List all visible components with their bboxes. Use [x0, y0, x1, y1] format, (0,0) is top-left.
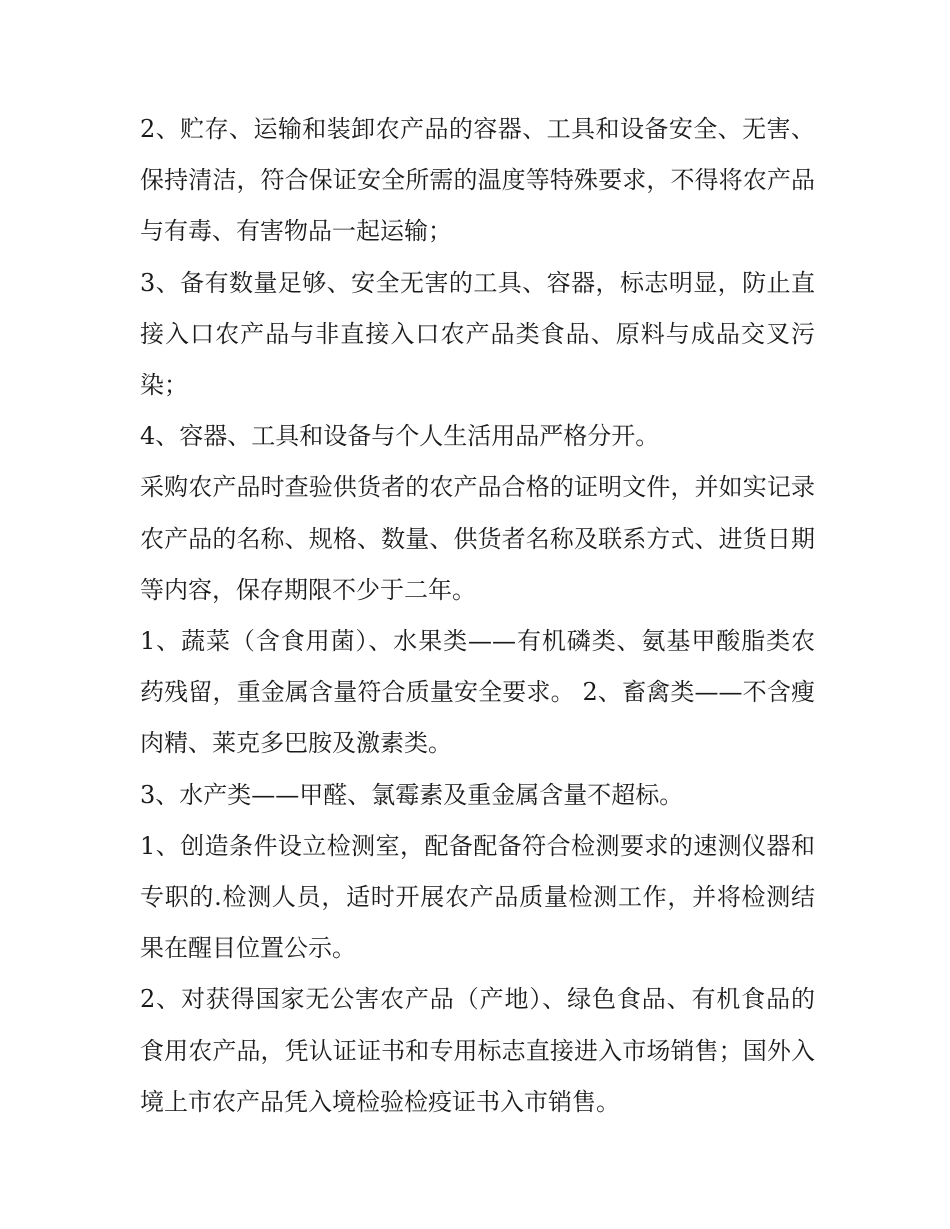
paragraph-personal-items: 4、容器、工具和设备与个人生活用品严格分开。: [140, 422, 660, 451]
paragraph-vegetables-livestock: 1、蔬菜（含食用菌）、水果类——有机磷类、氨基甲酸脂类农药残留，重金属含量符合质量安全要求。 2、畜禽类——不含瘦肉精、莱克多巴胺及激素类。: [140, 627, 815, 758]
paragraph-aquatic: 3、水产类——甲醛、氯霉素及重金属含量不超标。: [140, 780, 684, 809]
paragraph-testing-room: 1、创造条件设立检测室，配备配备符合检测要求的速测仪器和专职的.检测人员，适时开展农产品质量检测工作，并将检测结果在醒目位置公示。: [140, 831, 815, 963]
paragraph-storage-transport: 2、贮存、运输和装卸农产品的容器、工具和设备安全、无害、保持清洁，符合保证安全所需的温度等特殊要求，不得将农产品与有毒、有害物品一起运输；: [140, 115, 815, 246]
paragraph-purchase-records: 采购农产品时查验供货者的农产品合格的证明文件，并如实记录农产品的名称、规格、数量、供货者名称及联系方式、进货日期等内容，保存期限不少于二年。: [140, 473, 815, 604]
document-page: [140, 104, 815, 1128]
paragraph-certification: 2、对获得国家无公害农产品（产地）、绿色食品、有机食品的食用农产品，凭认证证书和专用标志直接进入市场销售；国外入境上市农产品凭入境检验检疫证书入市销售。: [140, 985, 815, 1116]
paragraph-tools-containers: 3、备有数量足够、安全无害的工具、容器，标志明显，防止直接入口农产品与非直接入口农产品类食品、原料与成品交叉污染；: [140, 268, 815, 400]
